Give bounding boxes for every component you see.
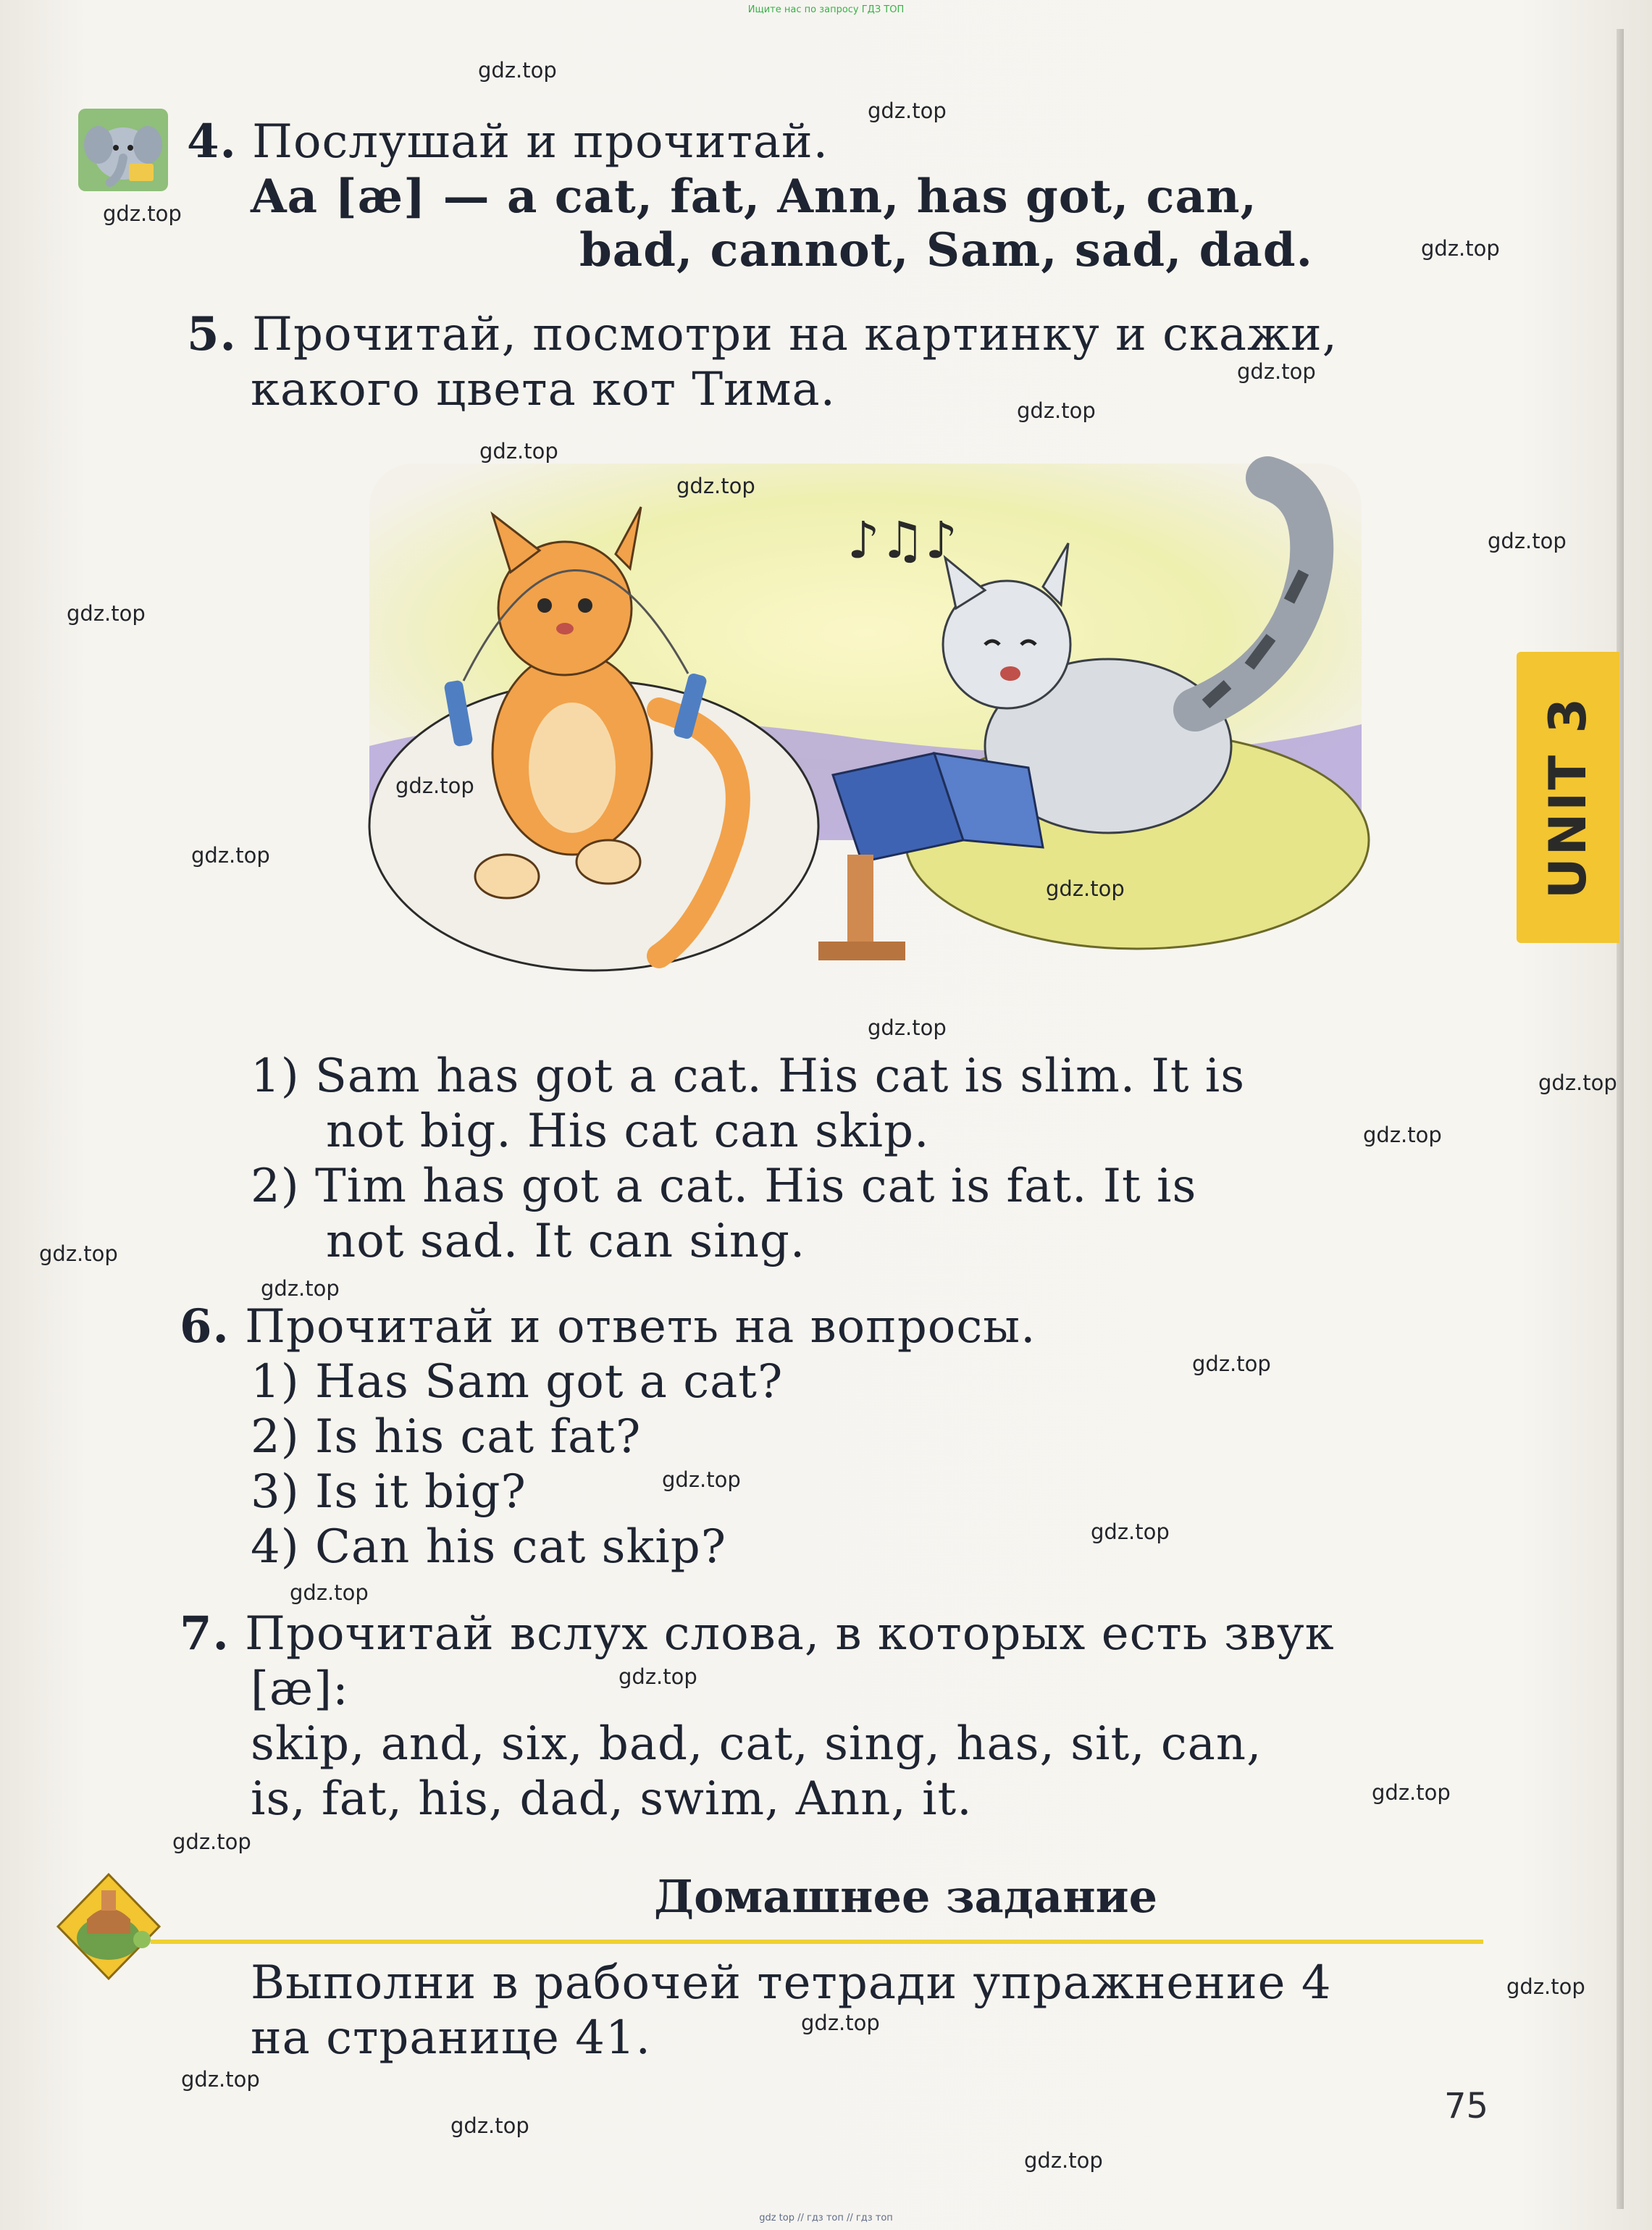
watermark: gdz.top [261,1276,340,1301]
watermark: gdz.top [619,1664,697,1689]
watermark: gdz.top [868,98,947,123]
watermark: gdz.top [450,2113,529,2138]
watermark: gdz.top [1506,1974,1585,1999]
ex6-title: Прочитай и ответь на вопросы. [245,1300,1036,1354]
ex7-line-1: Прочитай вслух слова, в которых есть звук [245,1607,1335,1661]
watermark: gdz.top [1372,1780,1451,1805]
ex6-question-2: 2) Is his cat fat? [251,1410,642,1464]
footer-note: gdz top // гдз топ // гдз топ [759,2213,893,2223]
svg-text:♪♫♪: ♪♫♪ [847,511,958,570]
ex5-line-2: какого цвета кот Тима. [251,363,836,416]
watermark: gdz.top [676,474,755,498]
ex5-text-2a: 2) Tim has got a cat. His cat is fat. It is [251,1160,1197,1213]
ex5-text-2b: not sad. It can sing. [326,1215,806,1268]
watermark: gdz.top [395,774,474,798]
ex7-heading [180,1606,1335,1661]
header-note: Ищите нас по запросу ГДЗ ТОП [747,4,905,15]
watermark: gdz.top [67,601,146,626]
ex6-number: 6. [180,1299,230,1354]
ex6-question-3: 3) Is it big? [251,1465,527,1519]
watermark: gdz.top [103,201,182,226]
elephant-listen-icon [77,107,169,193]
ex7-line-2: [æ]: [251,1662,349,1716]
watermark: gdz.top [1237,359,1316,384]
watermark: gdz.top [801,2011,880,2035]
ex6-question-4: 4) Can his cat skip? [251,1520,727,1574]
watermark: gdz.top [662,1467,741,1492]
cats-illustration [355,435,1376,985]
watermark: gdz.top [39,1241,118,1266]
watermark: gdz.top [290,1580,369,1605]
watermark: gdz.top [1421,236,1500,261]
page-number: 75 [1444,2086,1489,2126]
watermark: gdz.top [478,58,557,83]
watermark: gdz.top [1538,1070,1617,1095]
ex5-text-1a: 1) Sam has got a cat. His cat is slim. It is [251,1049,1246,1103]
ex4-title: Послушай и прочитай. [252,115,829,169]
watermark: gdz.top [1046,876,1125,901]
unit-tab-label-wrap [1517,652,1619,943]
ex4-heading [187,114,829,169]
watermark: gdz.top [172,1829,251,1854]
ex6-question-1: 1) Has Sam got a cat? [251,1355,784,1409]
ex5-number: 5. [187,307,237,361]
ex5-line-1: Прочитай, посмотри на картинку и скажи, [252,308,1338,361]
watermark: gdz.top [181,2067,260,2092]
ex7-number: 7. [180,1606,230,1661]
homework-line-2: на странице 41. [251,2011,651,2065]
watermark: gdz.top [868,1015,947,1040]
ex4-line-1: Aa [æ] — a cat, fat, Ann, has got, can, [251,169,1257,224]
watermark: gdz.top [1488,529,1567,553]
ex7-line-3: skip, and, six, bad, cat, sing, has, sit, can, [251,1717,1262,1771]
watermark: gdz.top [1363,1123,1442,1147]
watermark: gdz.top [1091,1519,1170,1544]
unit-tab-label: UNIT 3 [1538,695,1598,900]
homework-line-1: Выполни в рабочей тетради упражнение 4 [251,1956,1332,2010]
watermark: gdz.top [1024,2148,1103,2173]
watermark: gdz.top [191,843,270,868]
ex5-text-1b: not big. His cat can skip. [326,1104,930,1158]
watermark: gdz.top [479,439,558,464]
ex4-line-2: bad, cannot, Sam, sad, dad. [579,223,1313,277]
homework-title: Домашнее задание [653,1870,1158,1923]
ex7-line-4: is, fat, his, dad, swim, Ann, it. [251,1772,973,1826]
ex6-heading [180,1299,1036,1354]
ex5-heading [187,307,1338,362]
ex4-number: 4. [187,114,237,169]
homework-divider [151,1940,1483,1944]
watermark: gdz.top [1017,398,1096,423]
watermark: gdz.top [1192,1351,1271,1376]
